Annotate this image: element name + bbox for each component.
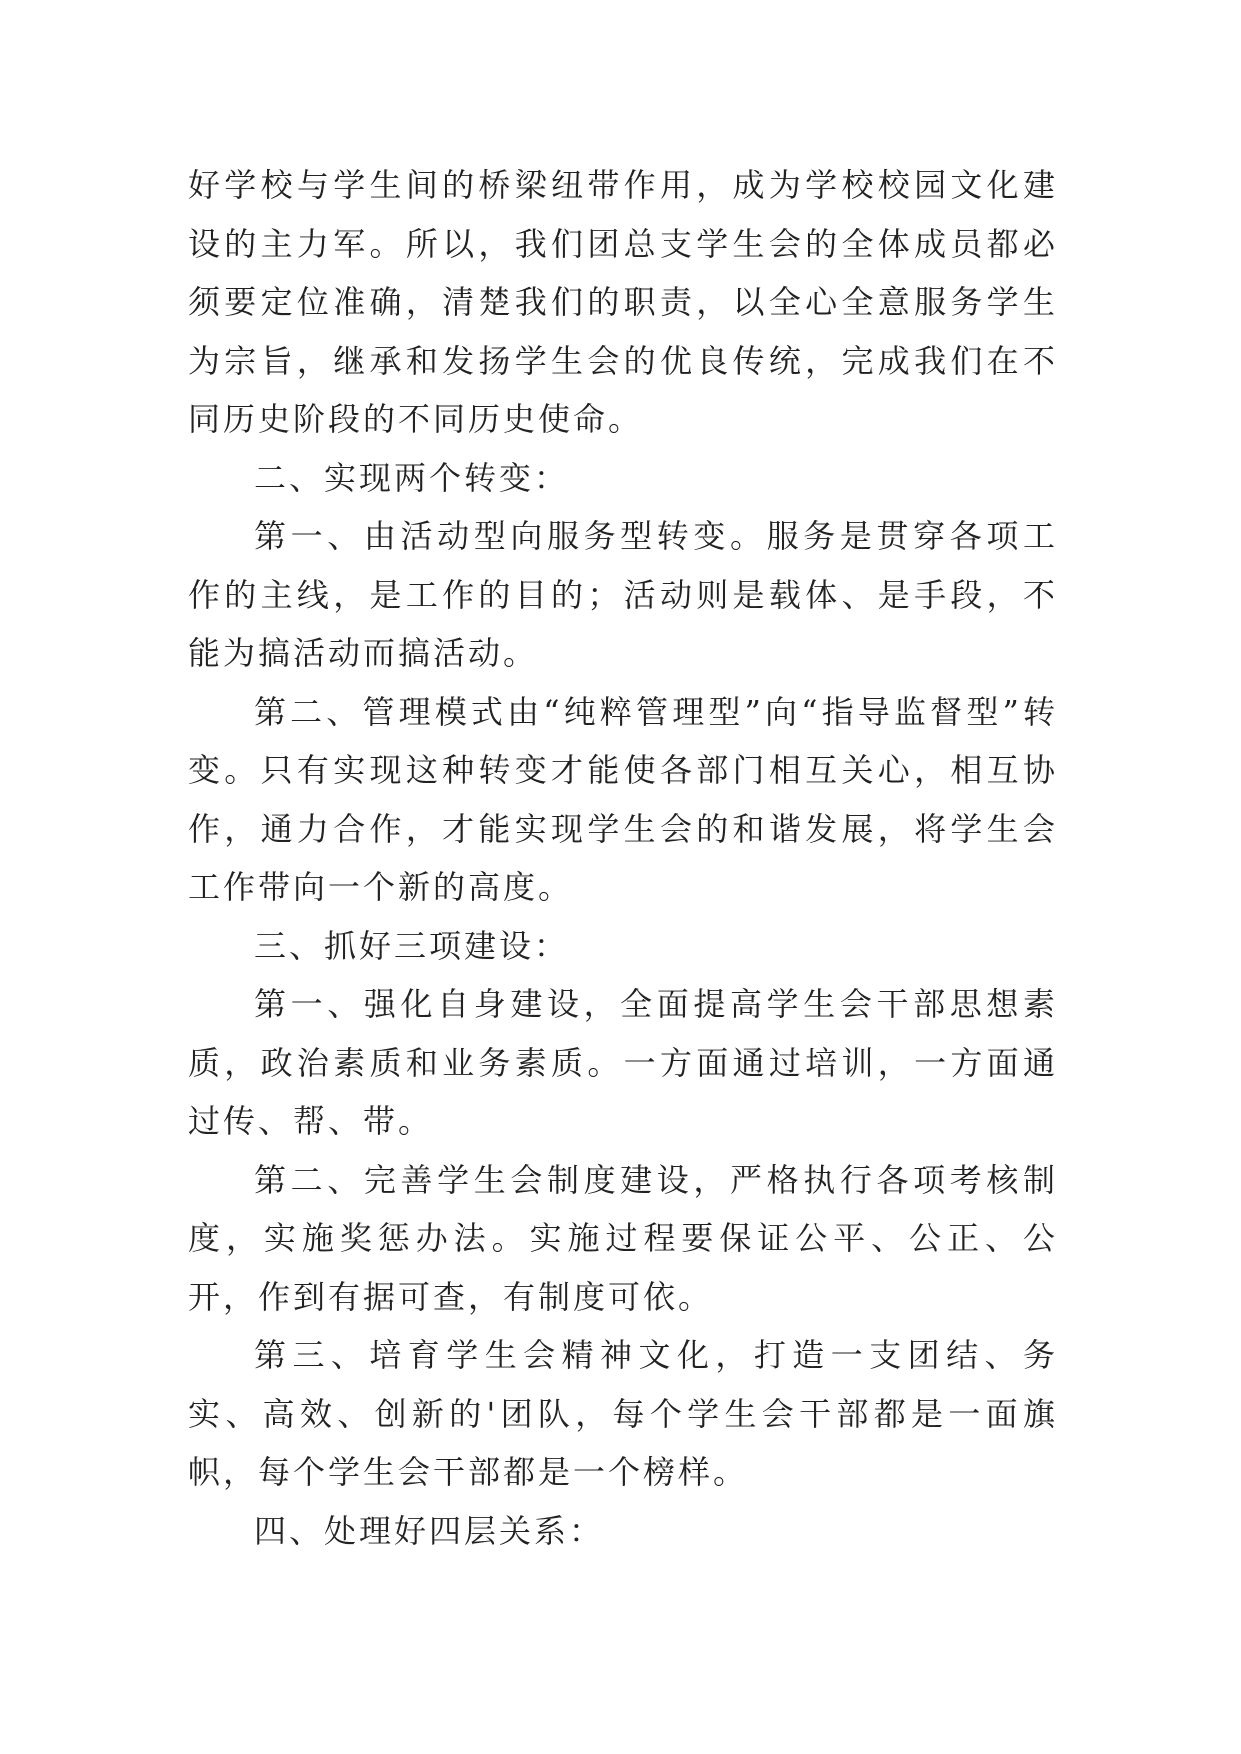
- document-body: [188, 156, 1058, 1560]
- section-heading-three-constructions: 三、抓好三项建设：: [254, 926, 570, 965]
- paragraph-construction-2: 第二、完善学生会制度建设，严格执行各项考核制度，实施奖惩办法。实施过程要保证公平、公正、公开，作到有据可查，有制度可依。: [188, 1160, 1058, 1316]
- paragraph-construction-1: 第一、强化自身建设，全面提高学生会干部思想素质，政治素质和业务素质。一方面通过培训，一方面通过传、帮、带。: [188, 985, 1058, 1140]
- paragraph-transformation-2: 第二、管理模式由“纯粹管理型”向“指导监督型”转变。只有实现这种转变才能使各部门相互关心，相互协作，通力合作，才能实现学生会的和谐发展，将学生会工作带向一个新的高度。: [188, 692, 1058, 906]
- section-heading-four-relations: 四、处理好四层关系：: [254, 1511, 605, 1550]
- paragraph-transformation-1: 第一、由活动型向服务型转变。服务是贯穿各项工作的主线，是工作的目的；活动则是载体、是手段，不能为搞活动而搞活动。: [188, 517, 1058, 672]
- section-heading-two-transformations: 二、实现两个转变：: [254, 458, 570, 497]
- paragraph-continuation: 好学校与学生间的桥梁纽带作用，成为学校校园文化建设的主力军。所以，我们团总支学生会的全体成员都必须要定位准确，清楚我们的职责，以全心全意服务学生为宗旨，继承和发扬学生会的优良传统，完成我们在不同历史阶段的不同历史使命。: [188, 166, 1058, 438]
- paragraph-construction-3: 第三、培育学生会精神文化，打造一支团结、务实、高效、创新的'团队，每个学生会干部都是一面旗帜，每个学生会干部都是一个榜样。: [188, 1336, 1058, 1491]
